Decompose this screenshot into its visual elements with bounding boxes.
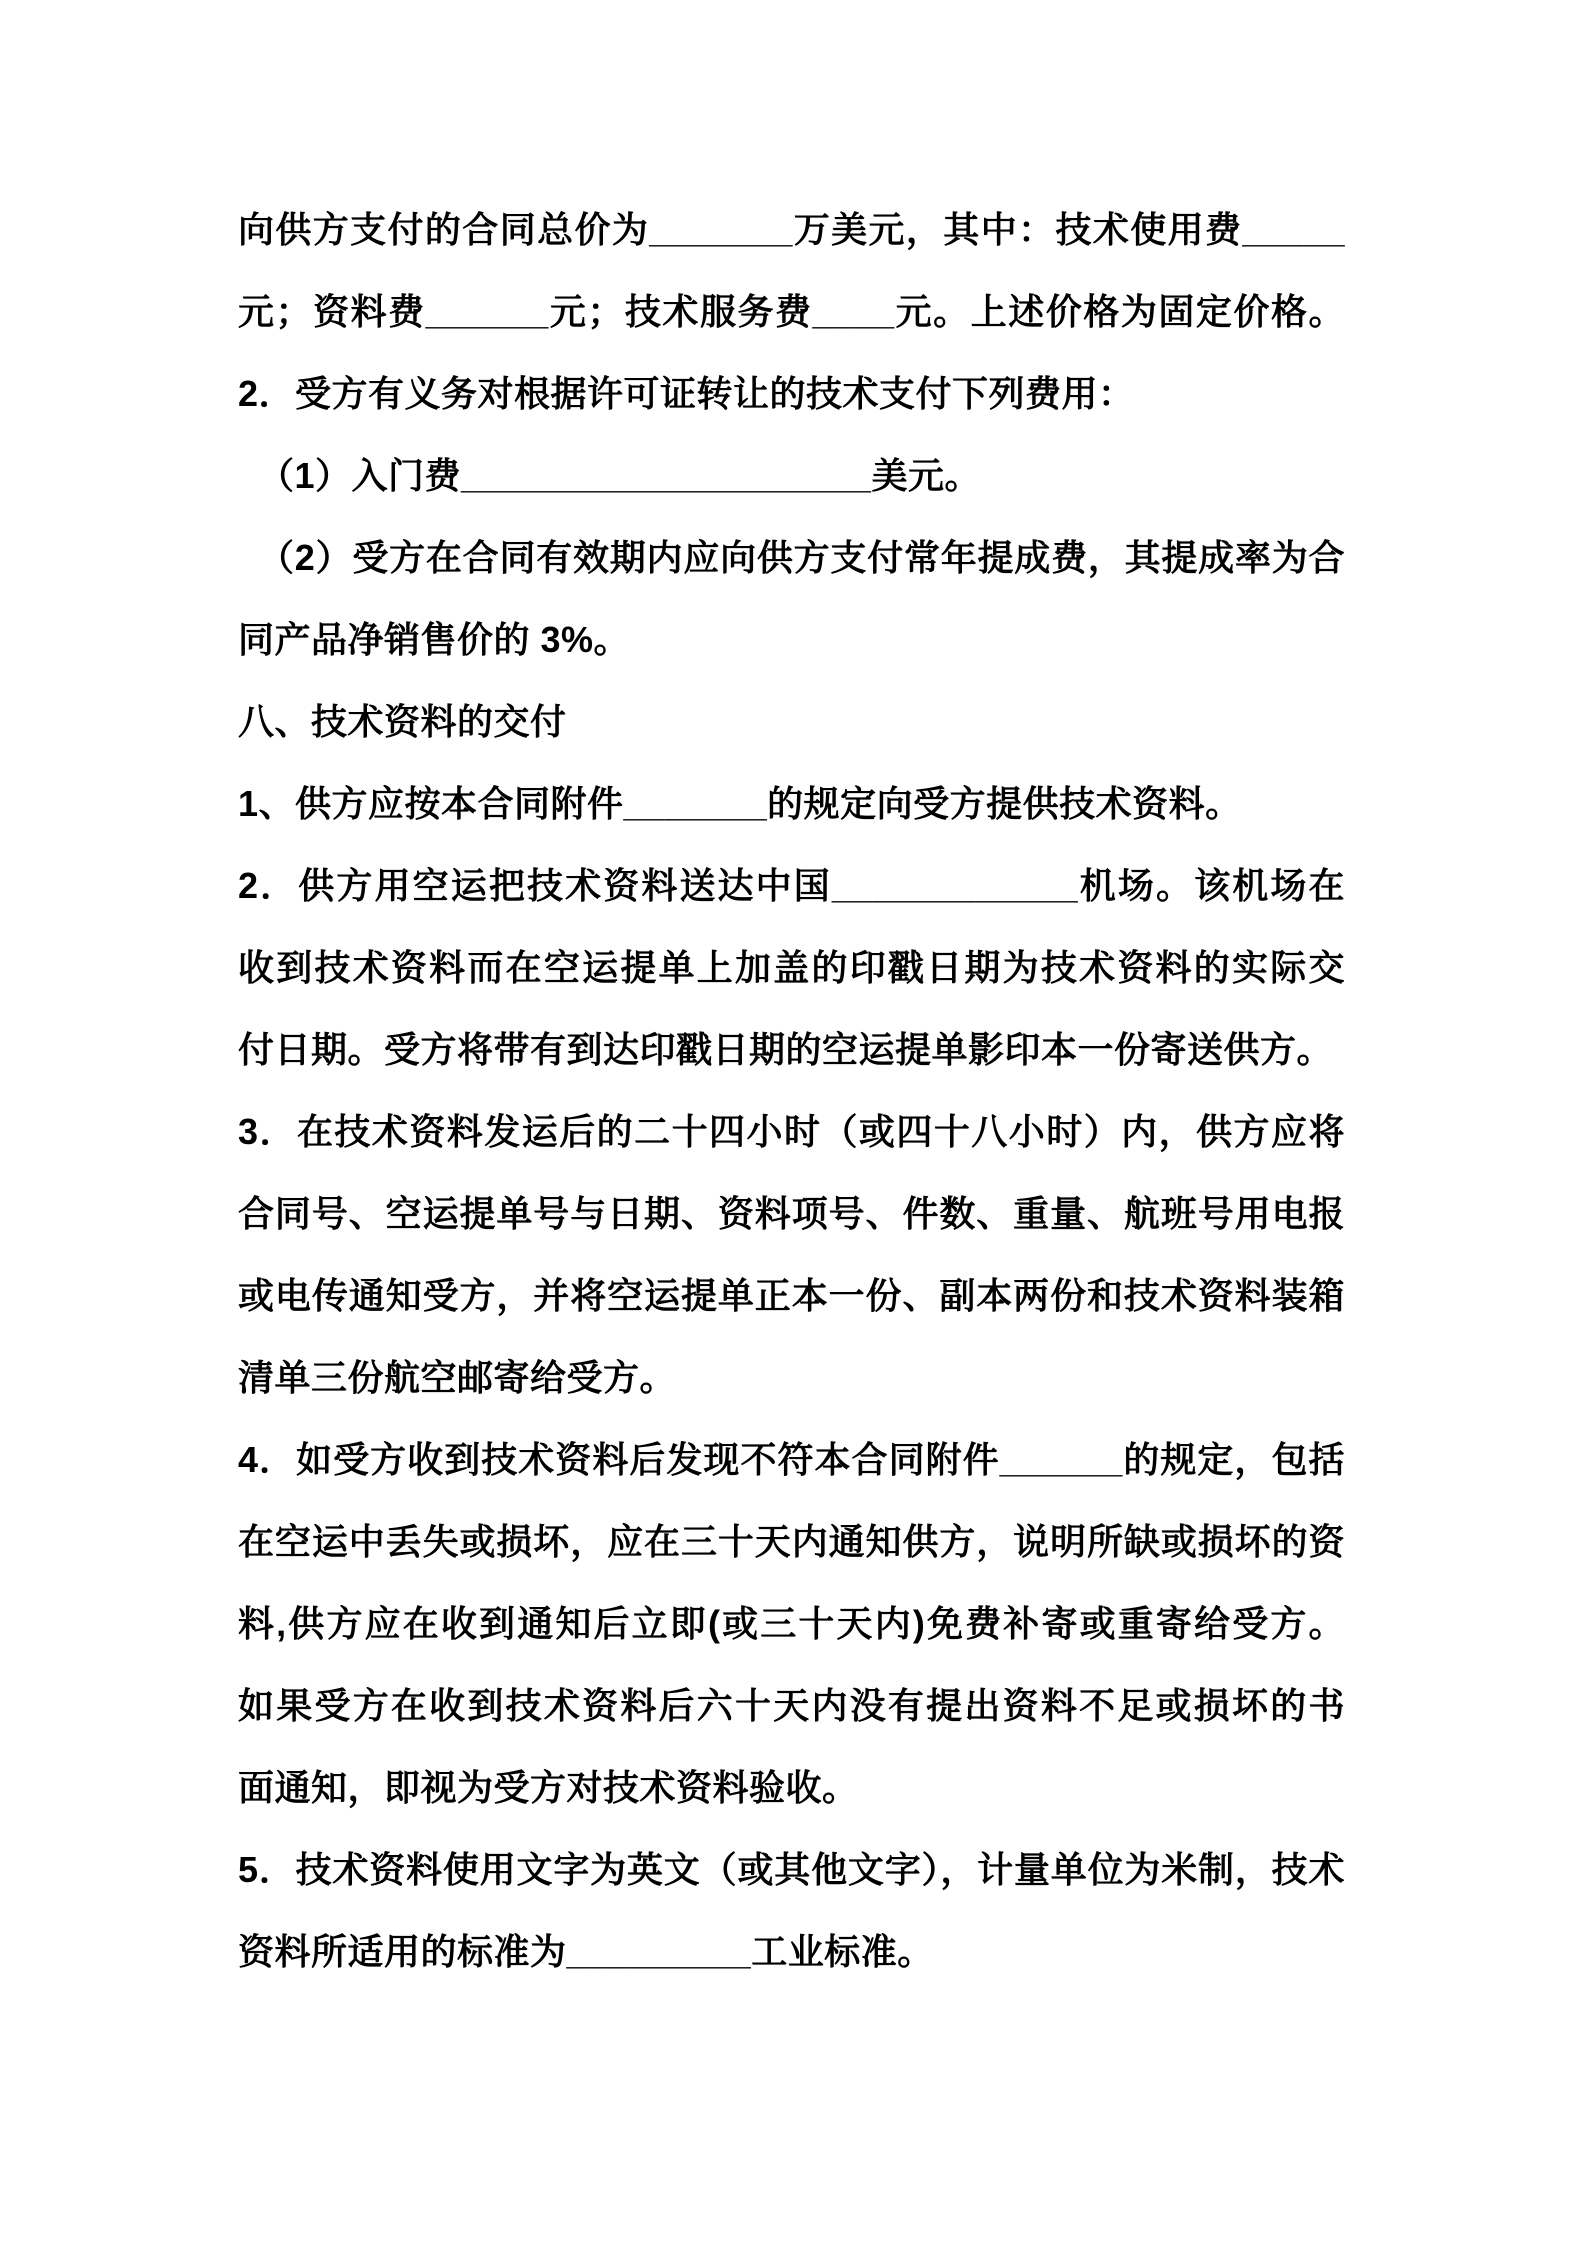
contract-line: 收到技术资料而在空运提单上加盖的印戳日期为技术资料的实际交 <box>238 947 1345 988</box>
contract-line: 如果受方在收到技术资料后六十天内没有提出资料不足或损坏的书 <box>238 1685 1345 1726</box>
contract-line: 2．供方用空运把技术资料送达中国____________机场。该机场在 <box>238 865 1345 906</box>
contract-line: 八、技术资料的交付 <box>238 701 567 742</box>
contract-text-block <box>238 189 1345 1993</box>
contract-line: 或电传通知受方，并将空运提单正本一份、副本两份和技术资料装箱 <box>238 1275 1345 1316</box>
contract-line: 1、供方应按本合同附件_______的规定向受方提供技术资料。 <box>238 783 1242 824</box>
contract-line: 清单三份航空邮寄给受方。 <box>238 1357 677 1398</box>
contract-line: （2）受方在合同有效期内应向供方支付常年提成费，其提成率为合 <box>258 537 1345 578</box>
contract-line: 向供方支付的合同总价为_______万美元，其中：技术使用费_____ <box>238 209 1345 250</box>
contract-line: 元；资料费______元；技术服务费____元。上述价格为固定价格。 <box>238 291 1345 332</box>
contract-line: 资料所适用的标准为_________工业标准。 <box>238 1931 934 1972</box>
contract-line: 付日期。受方将带有到达印戳日期的空运提单影印本一份寄送供方。 <box>238 1029 1334 1070</box>
contract-line: 4．如受方收到技术资料后发现不符本合同附件______的规定，包括 <box>238 1439 1345 1480</box>
contract-line: 2．受方有义务对根据许可证转让的技术支付下列费用： <box>238 373 1135 414</box>
contract-line: 料,供方应在收到通知后立即(或三十天内)免费补寄或重寄给受方。 <box>238 1603 1345 1644</box>
contract-line: 面通知，即视为受方对技术资料验收。 <box>238 1767 859 1808</box>
contract-line: 同产品净销售价的 3%。 <box>238 619 631 660</box>
contract-line: （1）入门费____________________美元。 <box>258 455 981 496</box>
contract-line: 5．技术资料使用文字为英文（或其他文字），计量单位为米制，技术 <box>238 1849 1345 1890</box>
contract-line: 合同号、空运提单号与日期、资料项号、件数、重量、航班号用电报 <box>238 1193 1345 1234</box>
contract-line: 3．在技术资料发运后的二十四小时（或四十八小时）内，供方应将 <box>238 1111 1345 1152</box>
contract-line: 在空运中丢失或损坏，应在三十天内通知供方，说明所缺或损坏的资 <box>238 1521 1345 1562</box>
